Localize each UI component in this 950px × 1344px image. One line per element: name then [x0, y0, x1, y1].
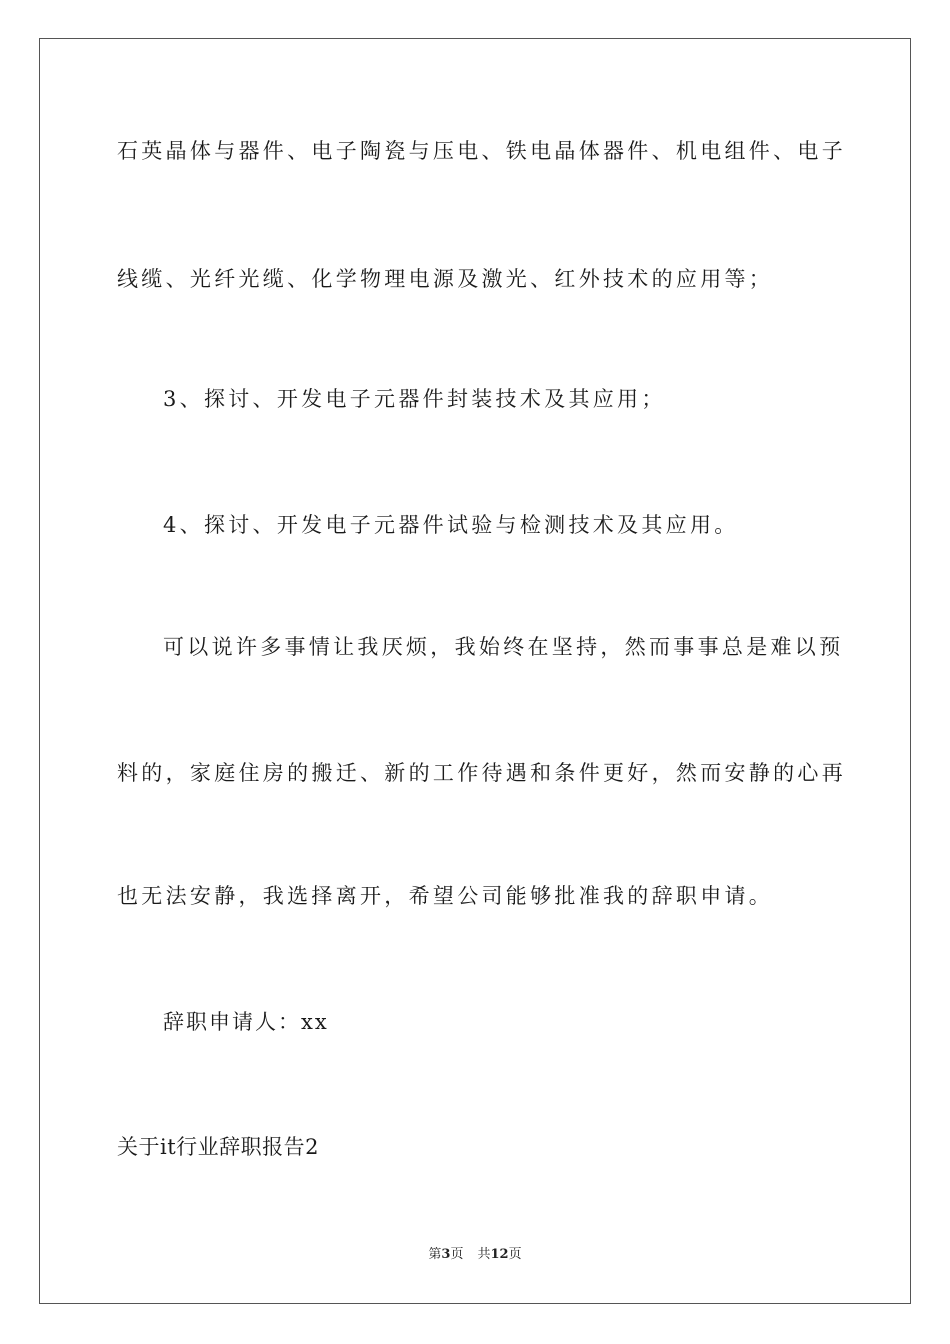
page-border [39, 38, 911, 1304]
body-line-5: 可以说许多事情让我厌烦，我始终在坚持，然而事事总是难以预 [163, 635, 844, 659]
footer-total-prefix: 共 [477, 1247, 491, 1262]
body-line-7: 也无法安静，我选择离开，希望公司能够批准我的辞职申请。 [117, 884, 774, 908]
body-line-1: 石英晶体与器件、电子陶瓷与压电、铁电晶体器件、机电组件、电子 [117, 139, 846, 163]
footer-page-prefix: 第 [428, 1247, 442, 1262]
body-line-3: 3、探讨、开发电子元器件封装技术及其应用； [163, 387, 666, 411]
footer-total-pages: 12 [490, 1247, 509, 1262]
footer-total-suffix: 页 [508, 1247, 522, 1262]
body-line-4: 4、探讨、开发电子元器件试验与检测技术及其应用。 [163, 513, 739, 537]
body-line-6: 料的，家庭住房的搬迁、新的工作待遇和条件更好，然而安静的心再 [117, 761, 846, 785]
body-line-2: 线缆、光纤光缆、化学物理电源及激光、红外技术的应用等； [117, 267, 774, 291]
signature-line: 辞职申请人：xx [163, 1010, 329, 1034]
footer-page-number: 3 [441, 1247, 451, 1262]
footer-page-suffix: 页 [450, 1247, 464, 1262]
section-heading: 关于it行业辞职报告2 [117, 1135, 320, 1159]
page-footer [0, 1246, 950, 1264]
